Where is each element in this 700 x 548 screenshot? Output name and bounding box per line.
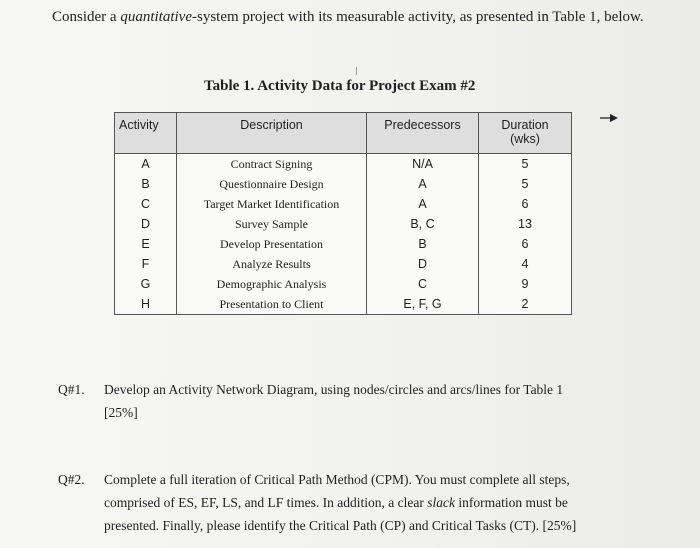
table-row [115,274,572,294]
question-2-line2 [104,491,664,514]
cell-activity: A [115,154,177,175]
cell-description: Survey Sample [177,214,367,234]
cell-duration: 9 [479,274,572,294]
cell-duration: 4 [479,254,572,274]
table-header-row [115,113,572,154]
cell-activity: E [115,234,177,254]
table-row [115,294,572,315]
stray-mark [356,67,357,75]
cell-predecessors: A [367,194,479,214]
cell-duration: 6 [479,194,572,214]
cell-activity: F [115,254,177,274]
cell-duration: 13 [479,214,572,234]
table-row [115,214,572,234]
cell-activity: G [115,274,177,294]
cell-duration: 6 [479,234,572,254]
question-2-line2-end: information must be [455,495,568,510]
cell-duration: 5 [479,154,572,175]
cell-description: Analyze Results [177,254,367,274]
question-1-line1: Develop an Activity Network Diagram, using nodes/circles and arcs/lines for Table 1 [104,382,564,397]
question-1-label: Q#1. [58,382,85,397]
cell-description: Questionnaire Design [177,174,367,194]
cell-duration: 2 [479,294,572,315]
table-row [115,194,572,214]
cell-activity: C [115,194,177,214]
table-row [115,154,572,175]
cell-description: Target Market Identification [177,194,367,214]
question-2-label: Q#2. [58,472,85,487]
question-1-line2: [25%] [104,405,138,420]
arrow-right-icon [598,112,620,124]
cell-description: Develop Presentation [177,234,367,254]
cell-predecessors: C [367,274,479,294]
header-activity: Activity [115,113,177,154]
intro-suffix: -system project with its measurable activity, as presented in Table 1, below. [191,9,644,25]
header-duration-line1: Duration [501,118,549,132]
cell-description: Demographic Analysis [177,274,367,294]
cell-description: Contract Signing [177,154,367,175]
question-2-line2-text: comprised of ES, EF, LS, and LF times. In addition, a clear [104,495,428,510]
cell-predecessors: D [367,254,479,274]
question-2-line1: Complete a full iteration of Critical Path Method (CPM). You must complete all steps, [104,472,570,487]
cell-predecessors: A [367,174,479,194]
cell-activity: H [115,294,177,315]
header-description: Description [177,113,367,154]
question-2-slack: slack [427,495,455,510]
table-caption: Table 1. Activity Data for Project Exam #2 [204,78,476,94]
header-duration-line2: (wks) [510,132,540,146]
cell-predecessors: E, F, G [367,294,479,315]
header-duration [479,113,572,154]
question-2-line3: presented. Finally, please identify the Critical Path (CP) and Critical Tasks (CT). [25%] [104,518,577,533]
cell-activity: B [115,174,177,194]
intro-prefix: Consider a [52,9,121,25]
intro-paragraph [52,9,644,26]
cell-predecessors: B [367,234,479,254]
cell-duration: 5 [479,174,572,194]
table-row [115,174,572,194]
cell-predecessors: N/A [367,154,479,175]
activity-table [114,112,572,315]
header-predecessors: Predecessors [367,113,479,154]
table-row [115,234,572,254]
table-row [115,254,572,274]
cell-description: Presentation to Client [177,294,367,315]
cell-activity: D [115,214,177,234]
cell-predecessors: B, C [367,214,479,234]
intro-emphasis: quantitative [120,9,192,25]
